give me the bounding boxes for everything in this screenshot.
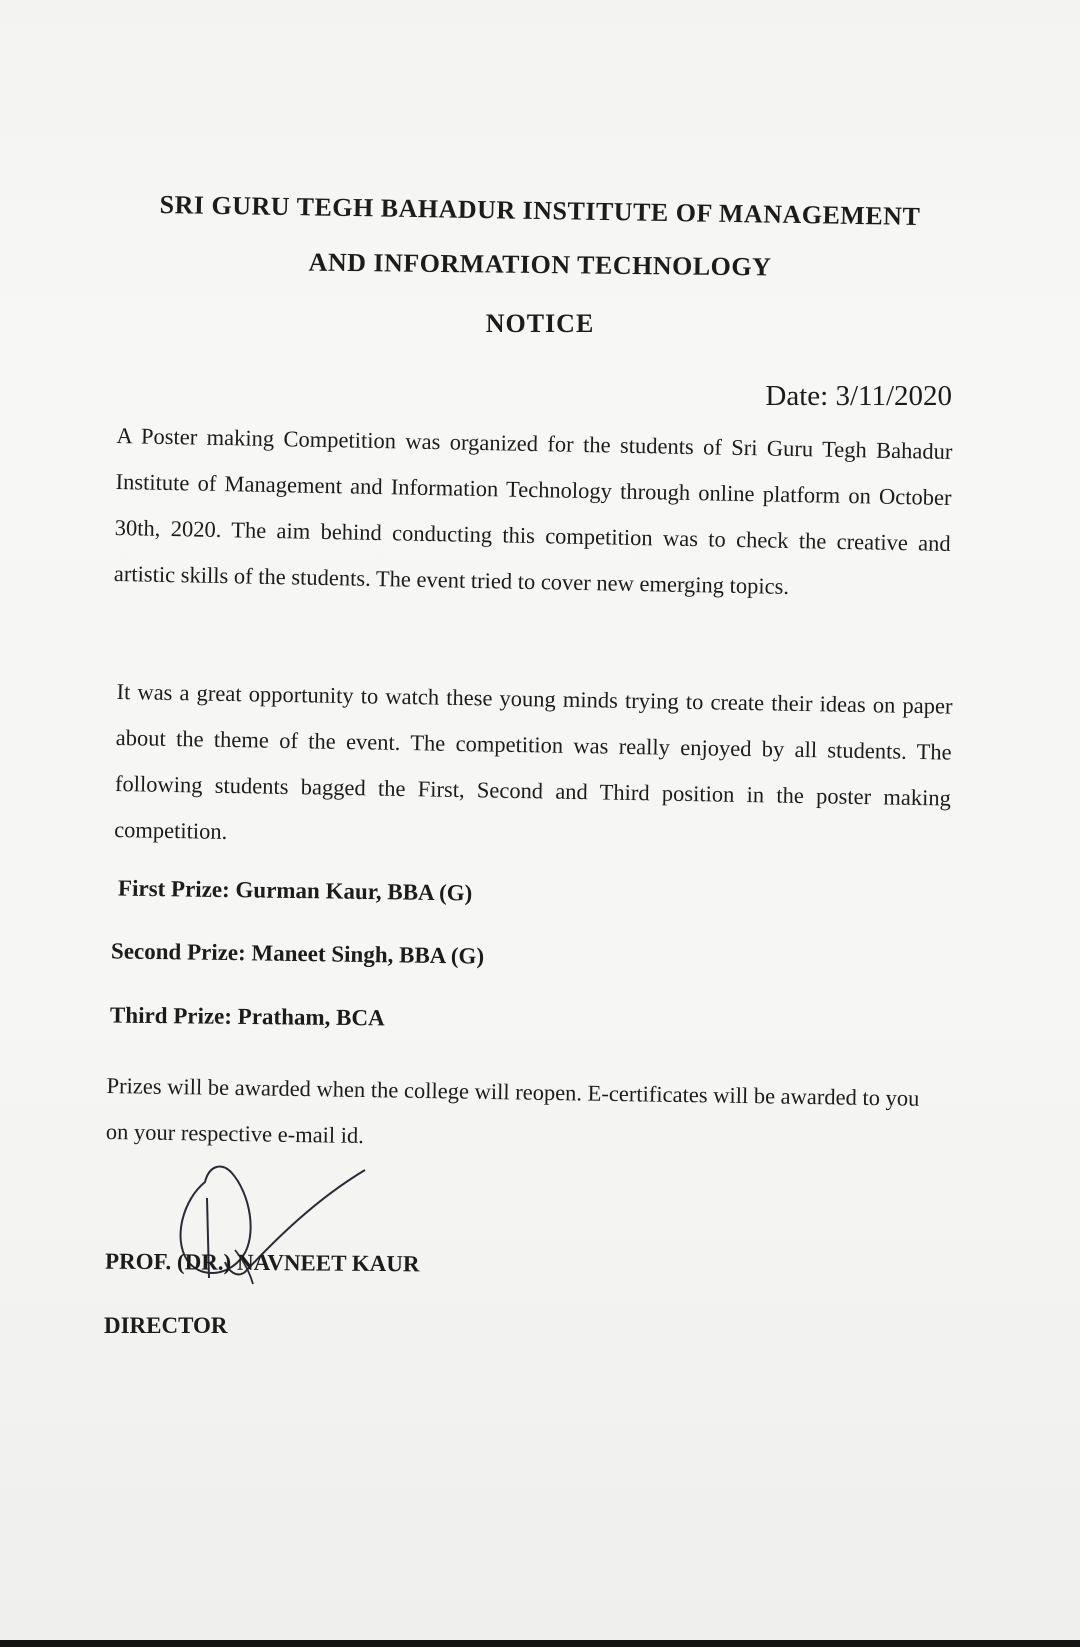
institute-name-line-2: AND INFORMATION TECHNOLOGY — [308, 247, 772, 282]
photo-border — [0, 1640, 1080, 1647]
notice-date: Date: 3/11/2020 — [765, 380, 952, 412]
second-prize: Second Prize: Maneet Singh, BBA (G) — [110, 938, 485, 969]
body-paragraph-2: It was a great opportunity to watch these young minds trying to create their ideas on paper about the theme of the event. The competition was really enjoyed by all students. The following students bagged the First, Second and Third position in the poster making competition. — [113, 678, 953, 844]
notice-heading: NOTICE — [485, 309, 595, 338]
handwritten-signature — [165, 1160, 380, 1300]
signatory-name: PROF. (DR.) NAVNEET KAUR — [104, 1248, 420, 1277]
body-paragraph-1: A Poster making Competition was organized for the students of Sri Guru Tegh Bahadur Institute of Management and Information Technology through online platform on October 30th, 2020. The aim behind conducting this competition was to check the creative and artistic skills of the students. The event tried to cover new emerging topics. — [113, 422, 953, 599]
closing-paragraph: Prizes will be awarded when the college will reopen. E-certificates will be awarded to you on your respective e-mail id. — [105, 1072, 920, 1149]
signatory-designation: DIRECTOR — [104, 1313, 228, 1338]
third-prize: Third Prize: Pratham, BCA — [109, 1002, 385, 1031]
institute-name-line-1: SRI GURU TEGH BAHADUR INSTITUTE OF MANAGEMENT — [159, 190, 921, 231]
first-prize: First Prize: Gurman Kaur, BBA (G) — [117, 875, 473, 906]
